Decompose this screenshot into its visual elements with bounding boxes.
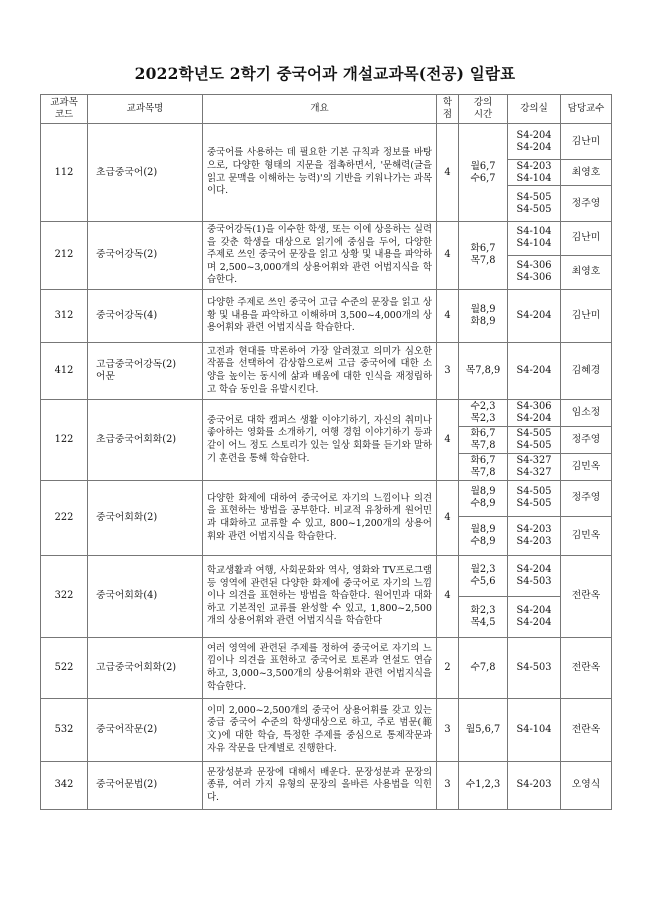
course-hours: 화2,3 목4,5 xyxy=(459,596,508,637)
course-description: 학교생활과 여행, 사회문화와 역사, 영화와 TV프로그램 등 영역에 관련된 다양한 화제에 중국어로 자기의 느낌이나 의견을 표현하는 방법을 학습한다. 원어민과 대화하고 기본적인 교류를 완성할 수 있고, 1,800~2,500개의 상용어휘와 관련 어법지식을 학습한다 xyxy=(203,555,437,637)
course-room: S4-104 xyxy=(508,698,561,761)
course-credit: 3 xyxy=(437,761,459,809)
course-credit: 3 xyxy=(437,698,459,761)
course-professor: 김난미 xyxy=(561,289,612,342)
course-professor: 김민옥 xyxy=(561,516,612,555)
course-credit: 4 xyxy=(437,480,459,555)
course-name: 고급중국어강독(2) 어문 xyxy=(88,342,203,399)
course-description: 중국어로 대학 캠퍼스 생활 이야기하기, 자신의 취미나 좋아하는 영화를 소개하기, 여행 경험 이야기하기 등과 같이 어느 정도 스토리가 있는 일상 회화를 듣기와 말하기 훈련을 통해 학습한다. xyxy=(203,399,437,480)
course-hours: 화6,7 목7,8 xyxy=(459,453,508,480)
header-row xyxy=(41,95,612,124)
course-hours: 화6,7 목7,8 xyxy=(459,222,508,290)
course-code: 522 xyxy=(41,637,88,698)
course-name: 중국어회화(2) xyxy=(88,480,203,555)
course-hours: 수7,8 xyxy=(459,637,508,698)
course-room: S4-204 S4-204 xyxy=(508,596,561,637)
course-description: 이미 2,000~2,500개의 중국어 상용어휘를 갖고 있는 중급 중국어 수준의 학생대상으로 하고, 주로 범문(範文)에 대한 학습, 특정한 주제를 중심으로 통제작문과 자유 작문을 단계별로 진행한다. xyxy=(203,698,437,761)
course-table xyxy=(40,94,612,810)
course-room: S4-327 S4-327 xyxy=(508,453,561,480)
course-professor: 최영호 xyxy=(561,160,612,186)
course-description: 다양한 주제로 쓰인 중국어 고급 수준의 문장을 읽고 상황 및 내용을 파악하고 이해하며 3,500~4,000개의 상용어휘와 관련 어법지식을 학습한다. xyxy=(203,289,437,342)
course-hours: 월8,9 화8,9 xyxy=(459,289,508,342)
course-code: 342 xyxy=(41,761,88,809)
course-name: 중국어회화(4) xyxy=(88,555,203,637)
course-credit: 3 xyxy=(437,342,459,399)
course-professor: 정주영 xyxy=(561,186,612,222)
course-room: S4-203 S4-203 xyxy=(508,516,561,555)
table-row xyxy=(41,222,612,256)
course-professor: 임소정 xyxy=(561,399,612,426)
course-description: 고전과 현대를 막론하여 가장 알려졌고 의미가 심오한 작품을 선택하여 감상함으로써 고급 중국어에 대한 소양을 높이는 동시에 삶과 배움에 대한 인식을 재정립하고 학습 동인을 유발시킨다. xyxy=(203,342,437,399)
course-professor: 정주영 xyxy=(561,480,612,516)
course-hours: 월5,6,7 xyxy=(459,698,508,761)
course-room: S4-203 S4-104 xyxy=(508,160,561,186)
course-name: 중국어강독(4) xyxy=(88,289,203,342)
course-name: 중국어강독(2) xyxy=(88,222,203,290)
course-room: S4-505 S4-505 xyxy=(508,186,561,222)
header-name: 교과목명 xyxy=(88,95,203,124)
header-code: 교과목 코드 xyxy=(41,95,88,124)
course-room: S4-505 S4-505 xyxy=(508,426,561,453)
course-name: 중국어문법(2) xyxy=(88,761,203,809)
table-row xyxy=(41,637,612,698)
table-row xyxy=(41,555,612,596)
course-code: 112 xyxy=(41,124,88,222)
course-description: 중국어강독(1)을 이수한 학생, 또는 이에 상응하는 실력을 갖춘 학생을 대상으로 읽기에 중심을 두어, 다양한 주제로 쓰인 중국어 문장을 읽고 상황 및 내용을 파악하며 2,500~3,000개의 상용어휘와 관련 어법지식을 학습한다. xyxy=(203,222,437,290)
table-row xyxy=(41,480,612,516)
course-code: 312 xyxy=(41,289,88,342)
course-professor: 김혜경 xyxy=(561,342,612,399)
course-professor: 전란옥 xyxy=(561,698,612,761)
course-room: S4-204 xyxy=(508,289,561,342)
course-room: S4-306 S4-204 xyxy=(508,399,561,426)
course-professor: 오영식 xyxy=(561,761,612,809)
header-prof: 담당교수 xyxy=(561,95,612,124)
course-credit: 2 xyxy=(437,637,459,698)
course-room: S4-204 xyxy=(508,342,561,399)
course-description: 다양한 화제에 대하여 중국어로 자기의 느낌이나 의견을 표현하는 방법을 공부한다. 비교적 유창하게 원어민과 대화하고 교류할 수 있고, 800~1,200개의 상용어휘와 관련 어법지식을 학습한다. xyxy=(203,480,437,555)
course-professor: 최영호 xyxy=(561,255,612,289)
course-room: S4-505 S4-505 xyxy=(508,480,561,516)
course-hours: 월2,3 수5,6 xyxy=(459,555,508,596)
course-name: 초급중국어(2) xyxy=(88,124,203,222)
course-hours: 월6,7 수6,7 xyxy=(459,124,508,222)
course-hours: 수2,3 목2,3 xyxy=(459,399,508,426)
course-room: S4-203 xyxy=(508,761,561,809)
course-room: S4-204 S4-503 xyxy=(508,555,561,596)
course-code: 412 xyxy=(41,342,88,399)
course-code: 532 xyxy=(41,698,88,761)
header-credit: 학 점 xyxy=(437,95,459,124)
header-room: 강의실 xyxy=(508,95,561,124)
course-name: 중국어작문(2) xyxy=(88,698,203,761)
course-room: S4-104 S4-104 xyxy=(508,222,561,256)
course-name: 고급중국어회화(2) xyxy=(88,637,203,698)
course-professor: 정주영 xyxy=(561,426,612,453)
course-professor: 전란옥 xyxy=(561,555,612,637)
course-code: 222 xyxy=(41,480,88,555)
course-professor: 전란옥 xyxy=(561,637,612,698)
table-row xyxy=(41,342,612,399)
table-row xyxy=(41,399,612,426)
course-credit: 4 xyxy=(437,124,459,222)
course-name: 초급중국어회화(2) xyxy=(88,399,203,480)
course-professor: 김난미 xyxy=(561,124,612,160)
course-description: 문장성분과 문장에 대해서 배운다. 문장성분과 문장의 종류, 여러 가지 유형의 문장의 올바른 사용법을 익힌다. xyxy=(203,761,437,809)
course-room: S4-503 xyxy=(508,637,561,698)
course-credit: 4 xyxy=(437,222,459,290)
header-desc: 개요 xyxy=(203,95,437,124)
course-credit: 4 xyxy=(437,399,459,480)
table-row xyxy=(41,698,612,761)
course-code: 212 xyxy=(41,222,88,290)
course-code: 122 xyxy=(41,399,88,480)
table-row xyxy=(41,761,612,809)
table-row xyxy=(41,289,612,342)
course-professor: 김난미 xyxy=(561,222,612,256)
course-description: 중국어를 사용하는 데 필요한 기본 규칙과 정보를 바탕으로, 다양한 형태의 지문을 접촉하면서, '문해력(글을 읽고 문맥을 이해하는 능력)'의 기반을 키워나가는 과목이다. xyxy=(203,124,437,222)
course-description: 여러 영역에 관련된 주제를 정하여 중국어로 자기의 느낌이나 의견을 표현하고 중국어로 토론과 연설도 연습하고, 3,000~3,500개의 상용어휘와 관련 어법지식을 학습한다. xyxy=(203,637,437,698)
course-professor: 김민옥 xyxy=(561,453,612,480)
header-hours: 강의 시간 xyxy=(459,95,508,124)
course-hours: 수1,2,3 xyxy=(459,761,508,809)
page-title: 2022학년도 2학기 중국어과 개설교과목(전공) 일람표 xyxy=(134,64,516,83)
course-room: S4-306 S4-306 xyxy=(508,255,561,289)
course-hours: 월8,9 수8,9 xyxy=(459,516,508,555)
course-hours: 목7,8,9 xyxy=(459,342,508,399)
course-hours: 화6,7 목7,8 xyxy=(459,426,508,453)
course-code: 322 xyxy=(41,555,88,637)
course-hours: 월8,9 수8,9 xyxy=(459,480,508,516)
table-row xyxy=(41,124,612,160)
course-credit: 4 xyxy=(437,555,459,637)
course-room: S4-204 S4-204 xyxy=(508,124,561,160)
course-credit: 4 xyxy=(437,289,459,342)
